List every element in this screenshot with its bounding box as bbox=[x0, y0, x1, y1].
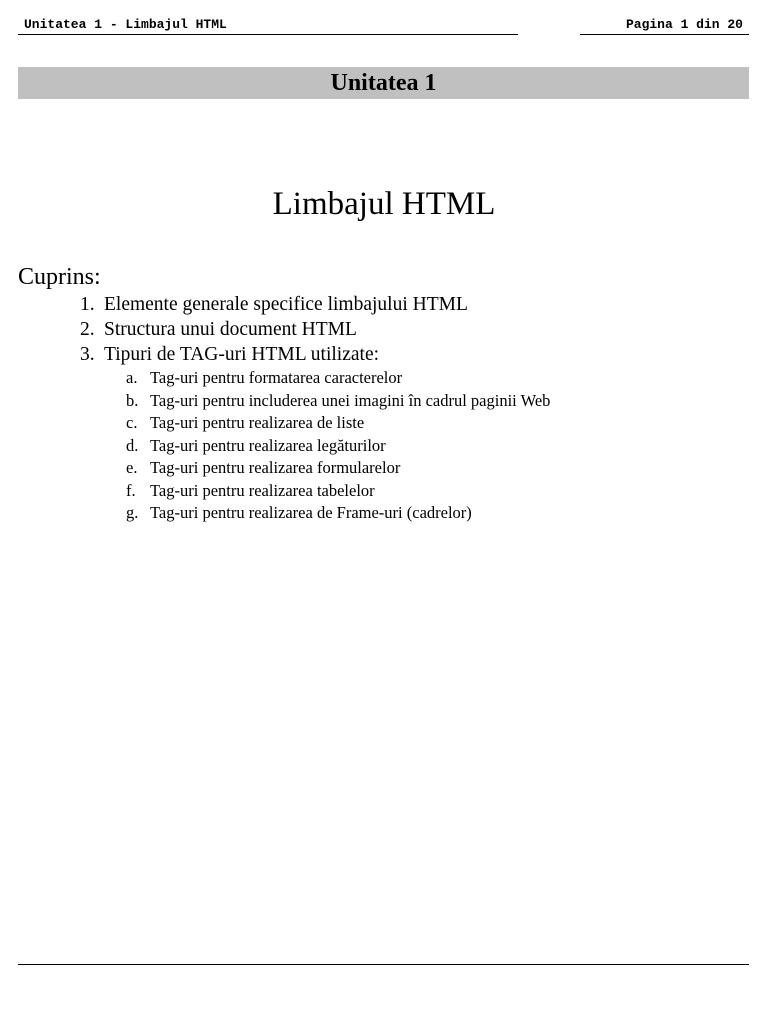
contents-label: Cuprins: bbox=[18, 264, 101, 290]
toc-item-number: 2. bbox=[80, 319, 95, 340]
table-of-contents bbox=[80, 292, 551, 525]
toc-subitem-a bbox=[126, 367, 550, 390]
toc-subitem-d bbox=[126, 435, 550, 458]
toc-sublist bbox=[126, 367, 550, 525]
header-page-text: Pagina 1 din 20 bbox=[625, 17, 743, 32]
toc-subitem-e bbox=[126, 457, 550, 480]
toc-subitem-letter: c. bbox=[126, 413, 138, 432]
toc-subitem-letter: e. bbox=[126, 458, 138, 477]
toc-subitem-b bbox=[126, 390, 550, 413]
toc-subitem-text: Tag-uri pentru realizarea formularelor bbox=[150, 458, 401, 477]
toc-subitem-letter: g. bbox=[126, 503, 139, 522]
toc-subitem-text: Tag-uri pentru includerea unei imagini în cadrul paginii Web bbox=[150, 390, 551, 410]
toc-item-3 bbox=[80, 342, 551, 525]
running-header-title bbox=[18, 15, 518, 35]
toc-subitem-text: Tag-uri pentru realizarea legăturilor bbox=[150, 435, 386, 455]
toc-subitem-c bbox=[126, 412, 550, 435]
toc-item-number: 3. bbox=[80, 344, 95, 365]
toc-item-number: 1. bbox=[80, 294, 95, 315]
toc-subitem-text: Tag-uri pentru realizarea de liste bbox=[150, 413, 365, 432]
footer-rule bbox=[18, 964, 749, 965]
toc-subitem-letter: a. bbox=[126, 368, 138, 387]
toc-item-1 bbox=[80, 292, 504, 317]
toc-subitem-letter: b. bbox=[126, 390, 139, 410]
header-title-text: Unitatea 1 - Limbajul HTML bbox=[24, 17, 227, 32]
toc-subitem-f bbox=[126, 480, 550, 503]
toc-subitem-letter: f. bbox=[126, 480, 136, 500]
toc-item-text: Tipuri de TAG-uri HTML utilizate: bbox=[104, 344, 380, 365]
toc-item-2 bbox=[80, 317, 504, 342]
document-title: Limbajul HTML bbox=[272, 186, 496, 222]
toc-subitem-text: Tag-uri pentru formatarea caracterelor bbox=[150, 368, 403, 387]
toc-subitem-g bbox=[126, 502, 550, 525]
toc-item-text: Structura unui document HTML bbox=[104, 319, 357, 340]
toc-subitem-text: Tag-uri pentru realizarea de Frame-uri (cadrelor) bbox=[150, 503, 472, 522]
unit-heading-band: Unitatea 1 bbox=[18, 67, 749, 99]
toc-subitem-letter: d. bbox=[126, 435, 139, 455]
running-header-page-number bbox=[580, 15, 749, 35]
toc-item-text: Elemente generale specifice limbajului HTML bbox=[104, 294, 468, 315]
toc-subitem-text: Tag-uri pentru realizarea tabelelor bbox=[150, 480, 375, 500]
